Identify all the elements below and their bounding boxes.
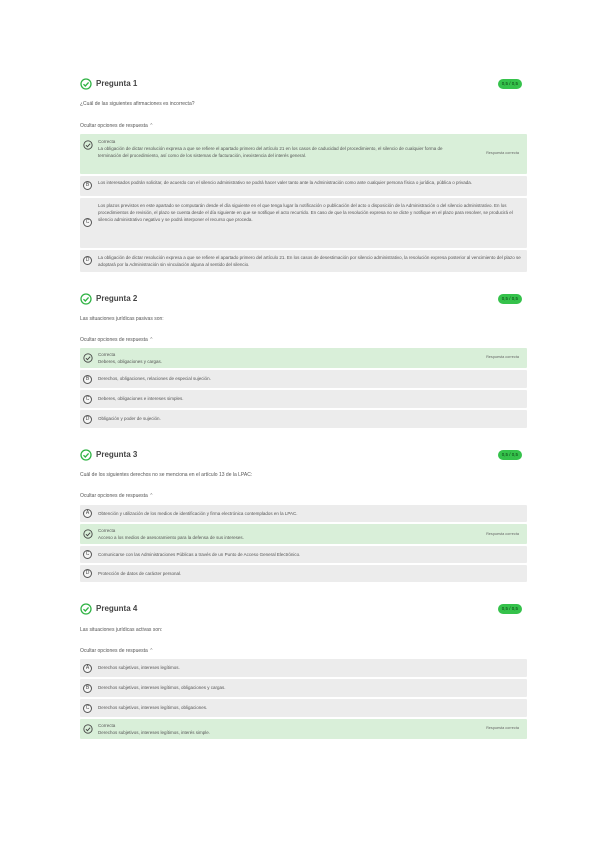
toggle-options-label: Ocultar opciones de respuesta: [80, 337, 148, 343]
score-badge: 0,5 / 0,5: [498, 294, 522, 304]
option-d[interactable]: [80, 719, 527, 739]
question-text: Las situaciones jurídicas activas son:: [80, 627, 163, 633]
correct-label: Correcta: [98, 352, 116, 357]
option-a[interactable]: [80, 348, 527, 368]
check-circle-icon: [83, 353, 93, 363]
option-marker: A: [83, 664, 92, 673]
option-marker: C: [83, 704, 92, 713]
correct-answer-tag: Respuesta correcta: [486, 726, 519, 730]
option-text: Los interesados podrán solicitar, de acuerdo con el silencio administrativo se podrá hacer valer tanto ante la Administración como ante cualquier persona física o jurídica, pública o privada.: [98, 180, 472, 185]
chevron-up-icon: ⌃: [149, 337, 154, 343]
option-d[interactable]: [80, 565, 527, 582]
question-text: ¿Cuál de las siguientes afirmaciones es incorrecta?: [80, 101, 195, 107]
toggle-options-label: Ocultar opciones de respuesta: [80, 123, 148, 129]
question-title: Pregunta 3: [96, 450, 138, 459]
option-a[interactable]: [80, 134, 527, 174]
option-c[interactable]: [80, 198, 527, 248]
option-marker: D: [83, 256, 92, 265]
option-text: La obligación de dictar resolución expresa a que se refiere el apartado primero del artículo 21 en los casos de caducidad del procedimiento, el silencio de cualquier forma de terminación del procedimiento, así como de los sistemas de facturación, inexistencia del interés general.: [98, 146, 443, 158]
option-text: Deberes, obligaciones e intereses simples.: [98, 396, 184, 401]
option-text: Acceso a los medios de asesoramiento para la defensa de sus intereses.: [98, 535, 244, 540]
toggle-options-link[interactable]: [80, 123, 153, 129]
chevron-up-icon: ⌃: [149, 123, 154, 129]
option-text: Derechos, obligaciones, relaciones de especial sujeción.: [98, 376, 211, 381]
option-d[interactable]: [80, 250, 527, 272]
question-title: Pregunta 2: [96, 294, 138, 303]
question-header: [80, 293, 522, 307]
option-marker: C: [83, 550, 92, 559]
question-header: [80, 449, 522, 463]
correct-answer-tag: Respuesta correcta: [486, 532, 519, 536]
option-text: Obligación y poder de sujeción.: [98, 416, 161, 421]
option-text: Derechos subjetivos, intereses legítimos, interés simple.: [98, 730, 211, 735]
question-title: Pregunta 1: [96, 79, 138, 88]
question-text: Cuál de los siguientes derechos no se menciona en el artículo 13 de la LPAC:: [80, 472, 253, 478]
score-badge: 0,5 / 0,5: [498, 79, 522, 89]
option-c[interactable]: [80, 390, 527, 408]
option-b[interactable]: [80, 370, 527, 388]
option-text: Comunicarse con las Administraciones Públicas a través de un Punto de Acceso General Electrónico.: [98, 552, 301, 557]
check-circle-icon: [83, 529, 93, 539]
toggle-options-label: Ocultar opciones de respuesta: [80, 648, 148, 654]
option-d[interactable]: [80, 410, 527, 428]
check-circle-icon: [80, 603, 92, 615]
question-header: [80, 78, 522, 92]
option-a[interactable]: [80, 505, 527, 522]
option-b[interactable]: [80, 679, 527, 697]
option-b[interactable]: [80, 524, 527, 544]
option-text: Derechos subjetivos, intereses legítimos, obligaciones y cargas.: [98, 685, 226, 690]
option-c[interactable]: [80, 546, 527, 563]
option-marker: A: [83, 509, 92, 518]
toggle-options-link[interactable]: [80, 337, 153, 343]
toggle-options-link[interactable]: [80, 493, 153, 499]
correct-label: Correcta: [98, 139, 116, 144]
option-marker: D: [83, 569, 92, 578]
option-text: Los plazos previstos en este apartado se computarán desde el día siguiente en el que tenga lugar la notificación o publicación del acto o disposición de la Administración o del silencio administrativo. En los procedimientos de revisión, el plazo se cuenta desde el día siguiente en que se notifique el acto recurrido. En caso de que la resolución expresa no se dicte y notifique en el plazo para resolver, se producirá el silencio administrativo negativo y se podrá interponer el recurso que proceda.: [98, 203, 513, 222]
correct-answer-tag: Respuesta correcta: [486, 355, 519, 359]
check-circle-icon: [80, 449, 92, 461]
option-text: Deberes, obligaciones y cargas.: [98, 359, 163, 364]
check-circle-icon: [83, 140, 93, 150]
chevron-up-icon: ⌃: [149, 648, 154, 654]
correct-answer-tag: Respuesta correcta: [486, 151, 519, 155]
option-marker: B: [83, 684, 92, 693]
option-marker: C: [83, 218, 92, 227]
check-circle-icon: [80, 78, 92, 90]
option-text: Derechos subjetivos, intereses legítimos, obligaciones.: [98, 705, 208, 710]
score-badge: 0,5 / 0,5: [498, 604, 522, 614]
correct-label: Correcta: [98, 528, 116, 533]
option-marker: B: [83, 375, 92, 384]
question-title: Pregunta 4: [96, 604, 138, 613]
option-marker: B: [83, 181, 92, 190]
chevron-up-icon: ⌃: [149, 493, 154, 499]
option-marker: C: [83, 395, 92, 404]
check-circle-icon: [80, 293, 92, 305]
option-text: Protección de datos de carácter personal.: [98, 571, 182, 576]
toggle-options-label: Ocultar opciones de respuesta: [80, 493, 148, 499]
correct-label: Correcta: [98, 723, 116, 728]
check-circle-icon: [83, 724, 93, 734]
option-c[interactable]: [80, 699, 527, 717]
option-b[interactable]: [80, 176, 527, 196]
option-text: Obtención y utilización de los medios de identificación y firma electrónica contemplados en la LPAC.: [98, 511, 298, 516]
question-text: Las situaciones jurídicas pasivas son:: [80, 316, 164, 322]
question-header: [80, 603, 522, 617]
option-a[interactable]: [80, 659, 527, 677]
toggle-options-link[interactable]: [80, 648, 153, 654]
option-text: La obligación de dictar resolución expresa a que se refiere el apartado primero del artículo 21. En los casos de desestimación por silencio administrativo, la resolución expresa posterior al vencimiento del plazo se adoptará por la Administración sin vinculación alguna al sentido del silencio.: [98, 255, 521, 267]
score-badge: 0,5 / 0,5: [498, 450, 522, 460]
option-marker: D: [83, 415, 92, 424]
option-text: Derechos subjetivos, intereses legítimos.: [98, 665, 180, 670]
